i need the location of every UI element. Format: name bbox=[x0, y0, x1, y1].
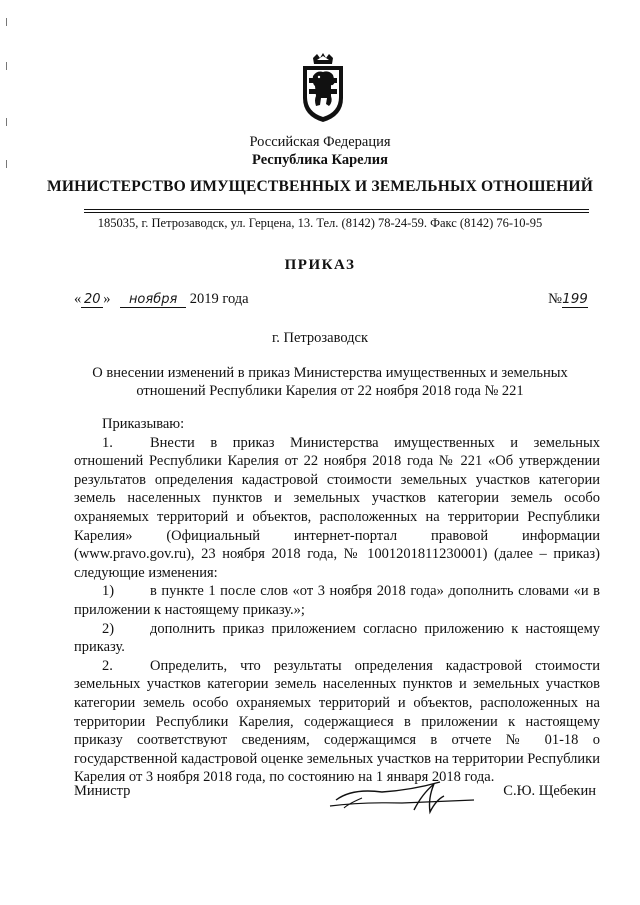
binder-mark bbox=[6, 118, 7, 126]
order-date bbox=[74, 291, 249, 308]
country-name: Российская Федерация bbox=[249, 134, 391, 150]
subitem-text: в пункте 1 после слов «от 3 ноября 2018 года» дополнить словами «и в приложении к настоящему приказу.»; bbox=[74, 583, 600, 618]
binder-mark bbox=[6, 18, 7, 26]
coat-of-arms-emblem bbox=[299, 52, 347, 124]
subitem-text: дополнить приказ приложением согласно приложению к настоящему приказу. bbox=[74, 620, 600, 656]
subitem-number: 2) bbox=[102, 620, 115, 637]
order-number bbox=[548, 291, 588, 308]
header-rule-bottom bbox=[84, 212, 589, 213]
item-text: Определить, что результаты определения кадастровой стоимости земельных участков категории земель населенных пунктов и земельных участков категории земель особо охраняемых территорий и объектов, расположенных на территории Республики Карелия, содержащиеся в приложении к настоящему приказу соответствуют сведениям, содержащимся в отчете № 01-18 о государственной кадастровой оценке земельных участков на территории Республики Карелия от 3 ноября 2018 года, по состоянию на 1 января 2018 года. bbox=[74, 657, 600, 786]
binder-mark bbox=[6, 62, 7, 70]
item-number: 1. bbox=[102, 434, 113, 451]
order-body bbox=[74, 415, 600, 787]
ministry-name: МИНИСТЕРСТВО ИМУЩЕСТВЕННЫХ И ЗЕМЕЛЬНЫХ ОТНОШЕНИЙ bbox=[47, 178, 593, 195]
signatory-title: Министр bbox=[74, 783, 131, 799]
order-item-2 bbox=[74, 657, 600, 787]
document-title: ПРИКАЗ bbox=[284, 257, 356, 273]
republic-name: Республика Карелия bbox=[252, 152, 388, 168]
item-number: 2. bbox=[102, 657, 113, 674]
subitem-number: 1) bbox=[102, 583, 115, 600]
header-rule-top bbox=[84, 209, 589, 210]
handwritten-signature bbox=[322, 770, 492, 818]
item-text: Внести в приказ Министерства имущественных и земельных отношений Республики Карелия от 22 ноября 2018 года № 221 «Об утверждении результатов определения кадастровой стоимости земельных участков категории земель населенных пунктов и земельных участков категории земель особо охраняемых территорий и объектов, расположенных на территории Республики Карелия» (Официальный интернет-портал правовой информации (www.pravo.gov.ru), 23 ноября 2018 года, № 1001201811230001) (далее – приказ) следующие изменения: bbox=[74, 434, 600, 581]
order-intro: Приказываю: bbox=[102, 416, 185, 432]
signatory-name: С.Ю. Щебекин bbox=[503, 783, 596, 799]
ministry-address: 185035, г. Петрозаводск, ул. Герцена, 13. Тел. (8142) 78-24-59. Факс (8142) 76-10-95 bbox=[97, 216, 543, 230]
number-value: 199 bbox=[562, 291, 588, 307]
order-subitem-2 bbox=[74, 620, 600, 657]
date-close-quote: » bbox=[103, 291, 111, 307]
date-day: 20 bbox=[81, 292, 103, 308]
date-open-quote: « bbox=[74, 291, 82, 307]
order-item-1 bbox=[74, 434, 600, 583]
number-prefix: № bbox=[548, 291, 562, 307]
order-city: г. Петрозаводск bbox=[271, 330, 369, 346]
order-subject: О внесении изменений в приказ Министерства имущественных и земельных отношений Республики Карелия от 22 ноября 2018 года № 221 bbox=[92, 365, 568, 399]
date-year: 2019 года bbox=[189, 291, 249, 307]
order-subitem-1 bbox=[74, 582, 600, 619]
date-month: ноября bbox=[120, 292, 186, 308]
